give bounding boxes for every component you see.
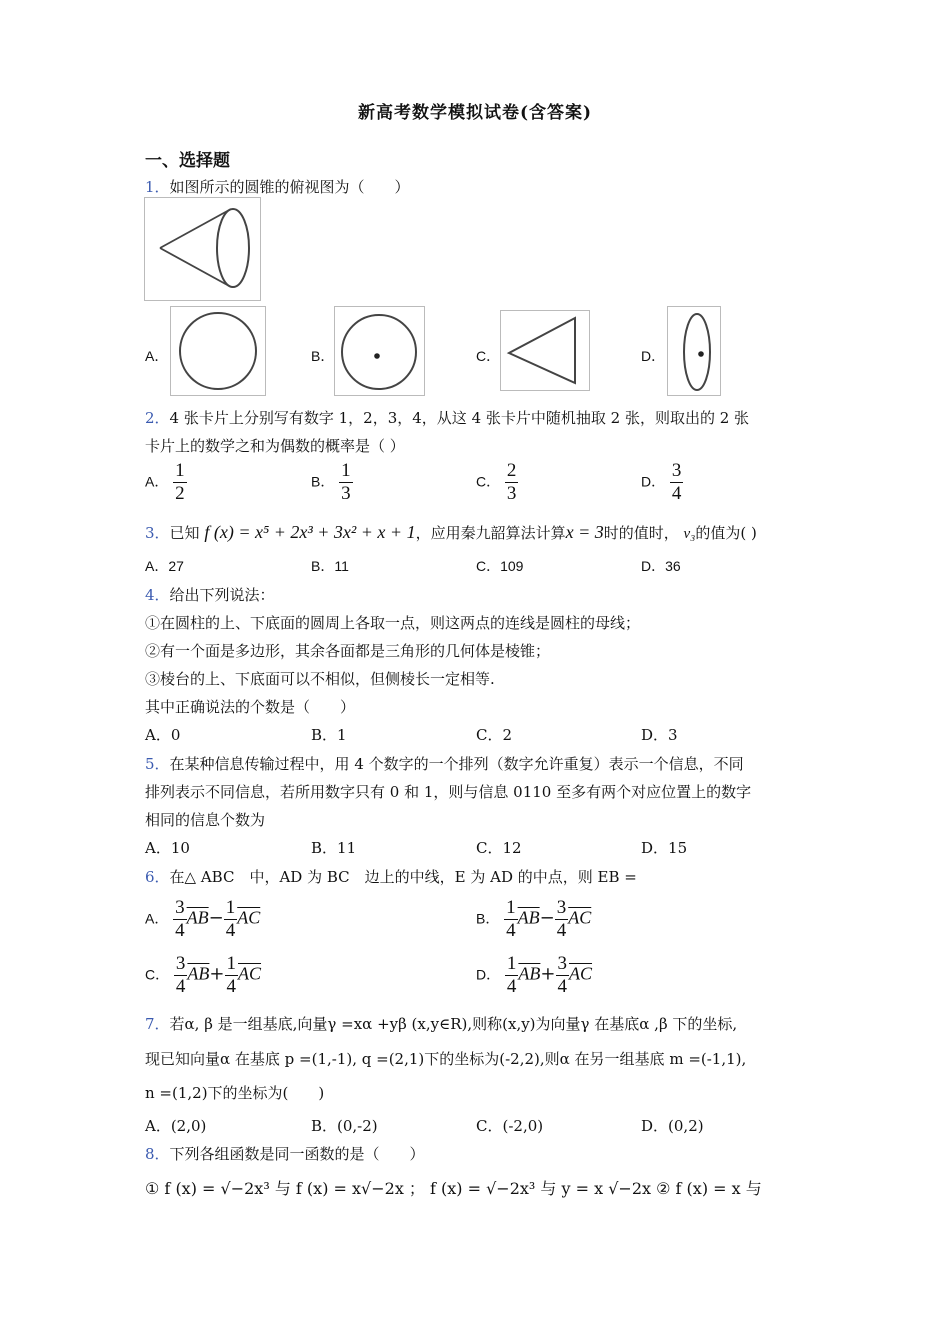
section-heading: 一、选择题: [145, 151, 230, 171]
option-a-circle-figure[interactable]: [170, 306, 266, 396]
operator: −: [208, 907, 224, 929]
denominator: 4: [506, 976, 517, 997]
option-b-label[interactable]: B．: [311, 348, 335, 364]
question-5-line-1: [145, 753, 744, 774]
statement-3: ③棱台的上、下底面可以不相似，但侧棱长一定相等.: [145, 670, 495, 688]
statement-1: ①在圆柱的上、下底面的圆周上各取一点，则这两点的连线是圆柱的母线；: [145, 614, 641, 632]
fraction: [224, 897, 238, 942]
q2-option-c[interactable]: [476, 460, 518, 505]
v3-symbol: v₃: [683, 526, 696, 542]
option-label: A．: [145, 473, 169, 490]
question-text: 在某种信息传输过程中，用 4 个数字的一个排列（数字允许重复）表示一个信息，不同: [169, 755, 744, 773]
numerator: 1: [341, 460, 351, 481]
q6-option-c[interactable]: [145, 953, 261, 998]
numerator: 3: [175, 953, 186, 974]
question-7-line-2: 现已知向量α 在基底 p =(1,-1), q =(2,1)下的坐标为(-2,2),则α 在另一组基底 m =(-1,1),: [145, 1050, 747, 1068]
denominator: 2: [175, 483, 185, 504]
fraction: [173, 460, 187, 505]
q3-option-c[interactable]: C．109: [476, 558, 524, 574]
cone-figure: [144, 197, 261, 301]
fraction: [670, 460, 684, 505]
option-label: C．: [476, 473, 501, 490]
numerator: 1: [175, 460, 185, 481]
numerator: 1: [226, 953, 236, 974]
question-number: 8．: [145, 1145, 170, 1163]
denominator: 4: [671, 483, 682, 504]
question-text: 在△ ABC 中，AD 为 BC 边上的中线，E 为 AD 的中点，则 EB =: [169, 868, 637, 886]
option-c-triangle-figure[interactable]: [500, 310, 590, 391]
question-number: 7．: [145, 1015, 170, 1033]
x-value: x = 3: [565, 522, 604, 542]
vector-ab: $\overline{AB}$: [186, 907, 209, 928]
question-text: 给出下列说法：: [169, 586, 275, 604]
question-5-line-3: 相同的信息个数为: [145, 811, 266, 829]
question-text: 的值为( ): [695, 524, 757, 542]
numerator: 1: [506, 953, 517, 974]
question-number: 3．: [145, 524, 170, 542]
q6-option-a[interactable]: [145, 897, 260, 942]
question-6: [145, 866, 637, 887]
polynomial-formula: f (x) = x⁵ + 2x³ + 3x² + x + 1: [204, 522, 416, 542]
denominator: 4: [175, 920, 185, 941]
q5-option-c[interactable]: C．12: [476, 839, 522, 857]
q7-option-b[interactable]: B．(0,-2): [311, 1117, 378, 1135]
q6-option-d[interactable]: [476, 953, 592, 998]
vector-ab: $\overline{AB}$: [187, 963, 210, 984]
vector-ac: $\overline{AC}$: [238, 963, 262, 984]
fraction: [339, 460, 353, 505]
q4-option-b[interactable]: B．1: [311, 726, 347, 744]
denominator: 4: [225, 920, 236, 941]
fraction: [555, 897, 569, 942]
option-d-label[interactable]: D．: [641, 348, 666, 364]
denominator: 3: [506, 483, 517, 504]
numerator: 3: [671, 460, 682, 481]
q5-option-b[interactable]: B．11: [311, 839, 357, 857]
question-5-line-2: 排列表示不同信息，若所用数字只有 0 和 1，则与信息 0110 至多有两个对应位置上的数字: [145, 783, 752, 801]
q3-option-a[interactable]: A．27: [145, 558, 184, 574]
numerator: 3: [557, 953, 567, 974]
option-label: A．: [145, 910, 169, 927]
fraction: [225, 953, 239, 998]
q7-option-c[interactable]: C．(-2,0): [476, 1117, 544, 1135]
option-label: B．: [476, 910, 500, 927]
question-number: 2．: [145, 409, 170, 427]
question-number: 6．: [145, 868, 170, 886]
question-text: 4 张卡片上分别写有数字 1，2，3，4，从这 4 张卡片中随机抽取 2 张，则取出的 2 张: [169, 409, 750, 427]
page-title: 新高考数学模拟试卷(含答案): [357, 103, 593, 123]
q2-option-a[interactable]: [145, 460, 187, 505]
question-text: ，应用秦九韶算法计算: [415, 524, 566, 542]
vector-ac: $\overline{AC}$: [569, 963, 593, 984]
numerator: 1: [506, 897, 516, 918]
option-label: D．: [641, 473, 666, 490]
fraction: [504, 897, 518, 942]
question-3: [145, 522, 757, 543]
fraction: [556, 953, 570, 998]
question-number: 4．: [145, 586, 170, 604]
question-text: 若α, β 是一组基底,向量γ =xα +yβ (x,y∈R),则称(x,y)为向量γ 在基底α ,β 下的坐标,: [169, 1015, 738, 1033]
question-8: [145, 1143, 425, 1164]
denominator: 3: [341, 483, 351, 504]
question-number: 1．: [145, 178, 170, 196]
option-c-label[interactable]: C．: [476, 348, 501, 364]
vector-ac: $\overline{AC}$: [237, 907, 261, 928]
question-7-line-3: n =(1,2)下的坐标为( ): [145, 1084, 325, 1102]
question-8-line-2: ① f (x) = √−2x³ 与 f (x) = x√−2x ； f (x) = √−2x³ 与 y = x √−2x ② f (x) = x 与: [145, 1179, 762, 1198]
operator: +: [209, 963, 225, 985]
denominator: 4: [226, 976, 236, 997]
question-number: 5．: [145, 755, 170, 773]
q2-option-b[interactable]: [311, 460, 353, 505]
option-label: B．: [311, 473, 335, 490]
option-b-circle-dot-figure[interactable]: [334, 306, 425, 396]
option-d-ellipse-dot-figure[interactable]: [667, 306, 721, 396]
vector-ab: $\overline{AB}$: [518, 963, 541, 984]
q4-option-a[interactable]: A．0: [145, 726, 181, 744]
fraction: [174, 953, 188, 998]
q7-option-a[interactable]: A．(2,0): [145, 1117, 207, 1135]
question-2-line-1: [145, 407, 749, 428]
question-text: 时的值时，: [603, 524, 679, 542]
q2-option-d[interactable]: [641, 460, 683, 505]
q5-option-d[interactable]: D．15: [641, 839, 688, 857]
fraction: [505, 460, 519, 505]
question-4: [145, 584, 275, 605]
question-text: 下列各组函数是同一函数的是（ ）: [169, 1145, 425, 1163]
q6-option-b[interactable]: [476, 897, 591, 942]
q5-option-a[interactable]: A．10: [145, 839, 190, 857]
question-text: 已知: [169, 524, 200, 542]
denominator: 4: [506, 920, 516, 941]
question-ask: 其中正确说法的个数是（ ）: [145, 698, 356, 716]
question-1: [145, 176, 410, 197]
q4-option-c[interactable]: C．2: [476, 726, 513, 744]
denominator: 4: [556, 920, 567, 941]
operator: −: [539, 907, 555, 929]
q3-option-d[interactable]: D．36: [641, 558, 681, 574]
fraction: [505, 953, 519, 998]
fraction: [173, 897, 187, 942]
q4-option-d[interactable]: D．3: [641, 726, 678, 744]
denominator: 4: [175, 976, 186, 997]
vector-ac: $\overline{AC}$: [568, 907, 592, 928]
question-text: 如图所示的圆锥的俯视图为（ ）: [169, 178, 410, 196]
numerator: 3: [556, 897, 567, 918]
question-2-line-2: 卡片上的数学之和为偶数的概率是（ ）: [145, 437, 405, 455]
q7-option-d[interactable]: D．(0,2): [641, 1117, 704, 1135]
vector-ab: $\overline{AB}$: [517, 907, 540, 928]
numerator: 3: [175, 897, 185, 918]
statement-2: ②有一个面是多边形，其余各面都是三角形的几何体是棱锥；: [145, 642, 551, 660]
option-a-label[interactable]: A．: [145, 348, 169, 364]
option-label: C．: [145, 966, 170, 983]
denominator: 4: [557, 976, 567, 997]
numerator: 2: [506, 460, 517, 481]
question-7-line-1: [145, 1013, 737, 1034]
numerator: 1: [225, 897, 236, 918]
q3-option-b[interactable]: B．11: [311, 558, 349, 574]
option-label: D．: [476, 966, 501, 983]
operator: +: [540, 963, 556, 985]
